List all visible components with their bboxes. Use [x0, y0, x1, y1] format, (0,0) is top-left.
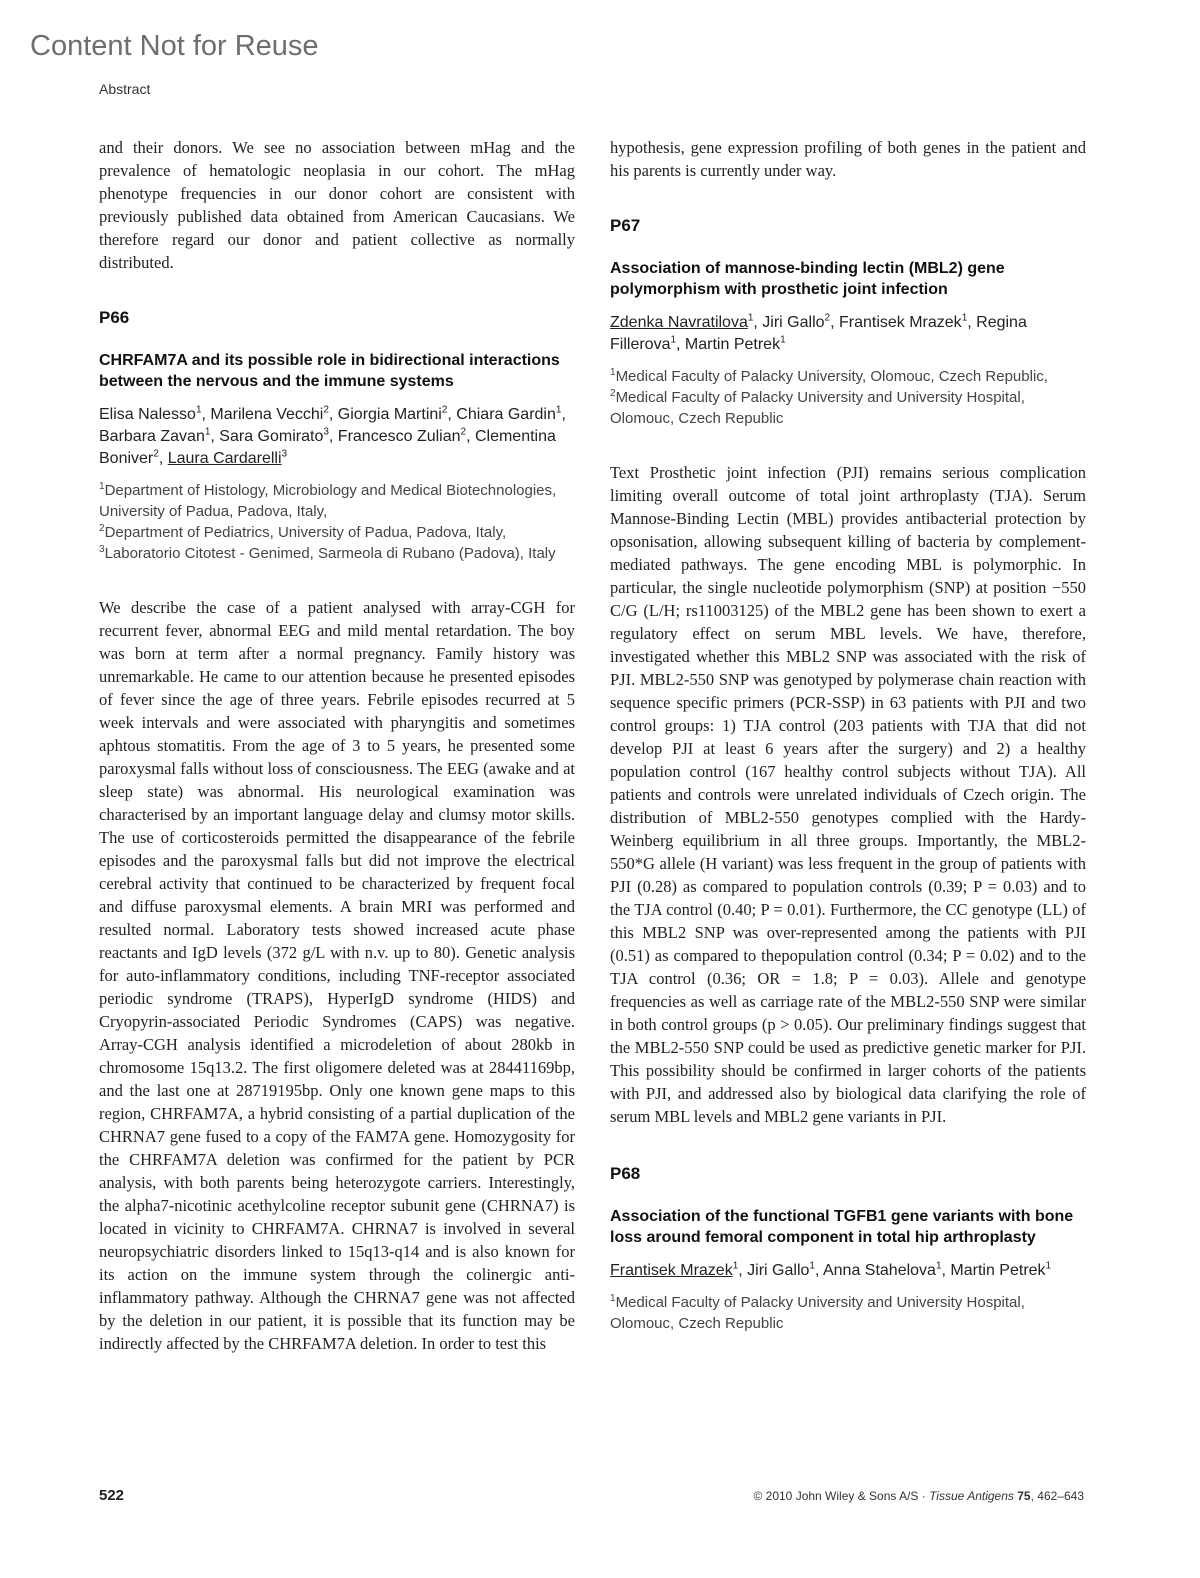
affiliations-p66 — [99, 480, 575, 564]
author-affiliation-mark: 2 — [441, 404, 448, 416]
author-name: Laura Cardarelli — [167, 450, 282, 467]
abstract-body-p67: Text Prosthetic joint infection (PJI) remains serious complication limiting overall outcome of total joint arthroplasty (TJA). Serum Mannose-Binding Lectin (MBL) provides antibacterial protection by opsonisation, allowing subsequent killing of bacteria by complement-mediated pathways. The gene encoding MBL is polymorphic. In particular, the single nucleotide polymorphism (SNP) at position −550 C/G (L/H; rs11003125) of the MBL2 gene has been shown to exert a regulatory effect on serum MBL levels. We have, therefore, investigated whether this MBL2 SNP was associated with the risk of PJI. MBL2-550 SNP was genotyped by polymerase chain reaction with sequence specific primers (PCR-SSP) in 63 patients with PJI and two control groups: 1) TJA control (203 patients with TJA that did not develop PJI at least 6 years after the surgery) and 2) a healthy population control (167 healthy control subjects without TJA). All patients and controls were unrelated individuals of Czech origin. The distribution of MBL2-550 genotypes complied with the Hardy-Weinberg equilibrium in all three groups. Importantly, the MBL2-550*G allele (H variant) was less frequent in the group of patients with PJI (0.28) as compared to population controls (0.39; P = 0.03) and to the TJA control (0.40; P = 0.01). Furthermore, the CC genotype (LL) of this MBL2 SNP was over-represented among the patients with PJI (0.51) as compared to thepopulation control (0.34; P = 0.02) and to the TJA control (0.36; OR = 1.8; P = 0.03). Allele and genotype frequencies as well as carriage rate of the MBL2-550 SNP were similar in both control groups (p > 0.05). Our preliminary findings suggest that the MBL2-550 SNP could be used as predictive genetic marker for PJI. This possibility should be confirmed in larger cohorts of the patients with PJI, and addressed also by biological data clarifying the role of serum MBL levels and MBL2 gene variants in PJI. — [610, 463, 1086, 1126]
author-name: Jiri Gallo — [762, 314, 825, 331]
author-affiliation-mark: 1 — [670, 334, 677, 346]
authors-p66: Elisa Nalesso$^1$, Marilena Vecchi$^2$, Giorgia Martini$^2$, Chiara Gardin$^1$, Barbara Zavan$^1$, Sara Gomirato$^3$, Francesco Zulian$^2$, Clementina Boniver$^2$, Laura Cardarelli$^3$ — [99, 404, 566, 467]
affiliation-text: Medical Faculty of Palacky University and University Hospital, Olomouc, Czech Republic — [610, 1294, 1025, 1332]
author-affiliation-mark: 1 — [935, 1260, 942, 1272]
author-name: Frantisek Mrazek — [610, 1262, 733, 1279]
affiliation-text: Medical Faculty of Palacky University, Olomouc, Czech Republic, — [615, 368, 1048, 385]
abstract-body-p66: We describe the case of a patient analysed with array-CGH for recurrent fever, abnormal EEG and mild mental retardation. The boy was born at term after a normal pregnancy. Family history was unremarkable. He came to our attention because he presented episodes of fever since the age of three years. Febrile episodes recurred at 5 week intervals and were associated with pharyngitis and sometimes aphtous stomatitis. From the age of 3 to 5 years, he presented some paroxysmal falls without loss of consciousness. The EEG (awake and at sleep state) was abnormal. His neurological examination was characterised by an important language delay and clumsy motor skills. The use of corticosteroids permitted the disappearance of the febrile episodes and the paroxysmal falls but did not improve the electrical cerebral activity that continued to be characterized by frequent focal and diffuse paroxysmal elements. A brain MRI was performed and resulted normal. Laboratory tests showed increased acute phase reactants and IgD levels (372 g/L with n.v. up to 80). Genetic analysis for auto-inflammatory conditions, including TNF-receptor associated periodic syndrome (TRAPS), HyperIgD syndrome (HIDS) and Cryopyrin-associated Periodic Syndromes (CAPS) was negative. Array-CGH analysis identified a microdeletion of about 280kb in chromosome 15q13.2. The first oligomere deleted was at 28441169bp, and the last one at 28719195bp. Only one known gene maps to this region, CHRFAM7A, a hybrid consisting of a partial duplication of the CHRNA7 gene fused to a copy of the FAM7A gene. Homozygosity for the CHRFAM7A deletion was confirmed for the patient by PCR analysis, with both parents being heterozygote carriers. Interestingly, the alpha7-nicotinic acethylcoline receptor subunit gene (CHRNA7) is located in vicinity to CHRFAM7A. CHRNA7 is involved in several neuropsychiatric disorders linked to 15q13-q14 and is also known for its action on the immune system through the colinergic anti-inflammatory pathway. Although the CHRNA7 gene was not affected by the deletion in our patient, it is possible that its function may be indirectly affected by the CHRFAM7A deletion. In order to test this — [99, 598, 575, 1353]
author-name: Frantisek Mrazek — [838, 314, 962, 331]
right-column — [610, 136, 1086, 1334]
left-column — [99, 136, 575, 1355]
author-affiliation-mark: 2 — [824, 312, 831, 324]
affiliation-item — [610, 368, 1048, 385]
affiliation-item — [99, 543, 575, 564]
copyright-text: © 2010 John Wiley & Sons A/S · — [753, 1489, 930, 1503]
affiliation-text: Medical Faculty of Palacky University and University Hospital, Olomouc, Czech Republic — [610, 389, 1025, 427]
affiliation-text: Laboratorio Citotest - Genimed, Sarmeola di Rubano (Padova), Italy — [104, 545, 556, 562]
author-affiliation-mark: 1 — [204, 426, 211, 438]
journal-name: Tissue Antigens — [929, 1489, 1014, 1503]
author-name: Clementina Boniver — [99, 428, 556, 467]
author-affiliation-mark: 1 — [961, 312, 968, 324]
affiliation-item — [610, 389, 1025, 427]
abstract-title-p66: CHRFAM7A and its possible role in bidirectional interactions between the nervous and the immune systems — [99, 352, 560, 390]
journal-volume: 75 — [1017, 1489, 1031, 1503]
affiliation-mark: 2 — [99, 523, 105, 534]
author-affiliation-mark: 1 — [555, 404, 562, 416]
affiliation-mark: 3 — [99, 544, 105, 555]
authors-p68: Frantisek Mrazek$^1$, Jiri Gallo$^1$, Anna Stahelova$^1$, Martin Petrek$^1$ — [610, 1260, 1052, 1279]
affiliation-text: Department of Pediatrics, University of Padua, Padova, Italy, — [104, 524, 507, 541]
abstract-title-p68: Association of the functional TGFB1 gene variants with bone loss around femoral component in total hip arthroplasty — [610, 1208, 1074, 1246]
author-name: Barbara Zavan — [99, 428, 205, 445]
author-name: Jiri Gallo — [747, 1262, 810, 1279]
author-name: Martin Petrek — [950, 1262, 1046, 1279]
abstract-id-p68: P68 — [610, 1164, 641, 1183]
author-affiliation-mark: 1 — [747, 312, 754, 324]
affiliations-p67 — [610, 366, 1086, 429]
affiliation-item — [99, 480, 575, 522]
author-name: Elisa Nalesso — [99, 406, 196, 423]
author-affiliation-mark: 2 — [460, 426, 467, 438]
author-affiliation-mark: 2 — [153, 448, 159, 460]
author-name: Martin Petrek — [684, 336, 781, 353]
right-intro-text: hypothesis, gene expression profiling of both genes in the patient and his parents is currently under way. — [610, 138, 1086, 180]
page-number: 522 — [99, 1487, 125, 1504]
author-name: Giorgia Martini — [337, 406, 442, 423]
affiliation-mark: 1 — [610, 1293, 616, 1304]
author-name: Chiara Gardin — [456, 406, 556, 423]
author-affiliation-mark: 3 — [281, 448, 288, 460]
abstract-id-p67: P67 — [610, 216, 641, 235]
author-affiliation-mark: 2 — [323, 404, 329, 416]
author-name: Regina Fillerova — [610, 314, 1027, 353]
author-name: Anna Stahelova — [822, 1262, 936, 1279]
affiliation-mark: 1 — [99, 481, 105, 492]
affiliation-item — [99, 522, 575, 543]
affiliation-mark: 2 — [610, 388, 616, 399]
journal-footer — [753, 1489, 1084, 1503]
authors-p67: Zdenka Navratilova$^1$, Jiri Gallo$^2$, Frantisek Mrazek$^1$, Regina Fillerova$^1$, Martin Petrek$^1$ — [610, 312, 1027, 353]
author-affiliation-mark: 1 — [732, 1260, 739, 1272]
affiliation-mark: 1 — [610, 367, 616, 378]
abstract-id-p66: P66 — [99, 308, 130, 327]
journal-pages: , 462–643 — [1030, 1489, 1084, 1503]
abstract-title-p67: Association of mannose-binding lectin (MBL2) gene polymorphism with prosthetic joint infection — [610, 260, 1005, 298]
affiliation-item — [610, 1292, 1086, 1334]
author-name: Zdenka Navratilova — [610, 314, 748, 331]
author-name: Sara Gomirato — [219, 428, 324, 445]
watermark: Content Not for Reuse — [30, 30, 319, 62]
affiliation-text: Department of Histology, Microbiology and Medical Biotechnologies, University of Padua, Padova, Italy, — [99, 482, 557, 520]
author-name: Francesco Zulian — [337, 428, 461, 445]
section-label: Abstract — [99, 81, 151, 97]
affiliations-p68 — [610, 1292, 1086, 1334]
author-affiliation-mark: 1 — [780, 334, 786, 346]
author-affiliation-mark: 1 — [195, 404, 202, 416]
left-intro-text: and their donors. We see no association between mHag and the prevalence of hematologic neoplasia in our cohort. The mHag phenotype frequencies in our donor cohort are consistent with previously published data obtained from American Caucasians. We therefore regard our donor and patient collective as normally distributed. — [99, 138, 575, 272]
author-affiliation-mark: 1 — [1045, 1260, 1052, 1272]
author-name: Marilena Vecchi — [210, 406, 324, 423]
author-affiliation-mark: 3 — [323, 426, 329, 438]
author-affiliation-mark: 1 — [809, 1260, 815, 1272]
